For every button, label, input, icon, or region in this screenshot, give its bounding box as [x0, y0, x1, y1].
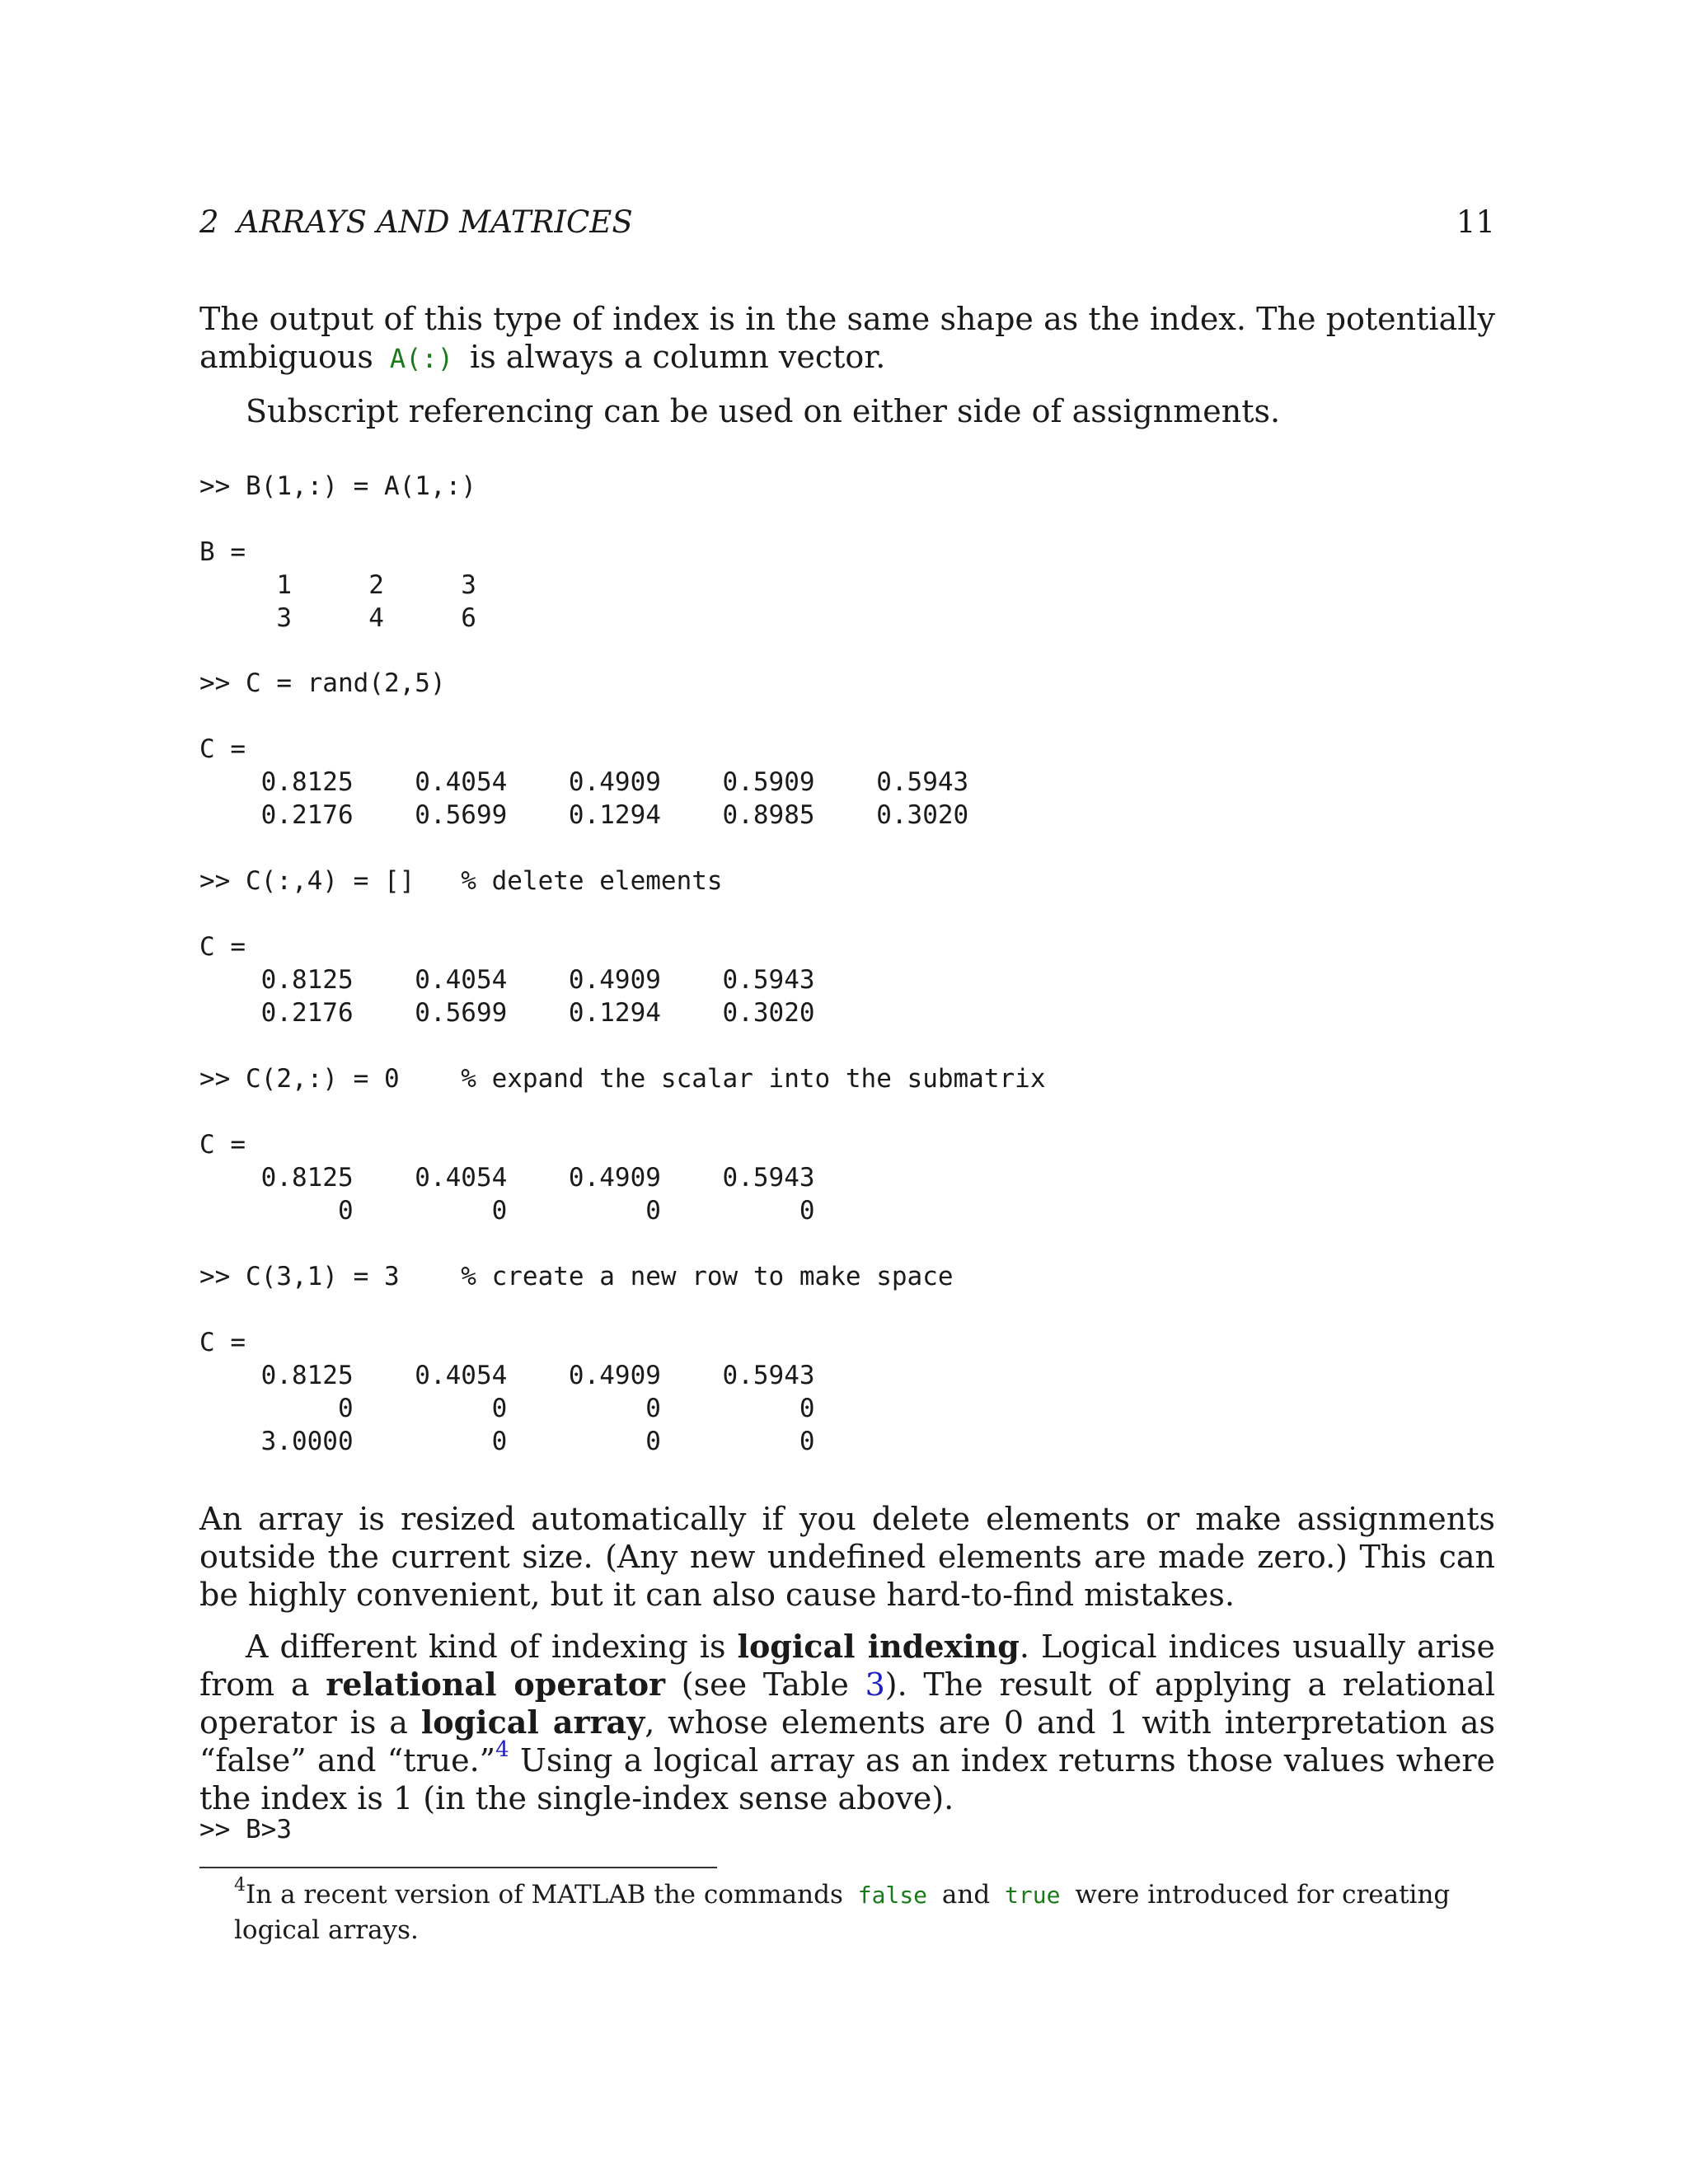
term-relational-operator: relational operator — [326, 1666, 666, 1703]
inline-code-false: false — [857, 1882, 928, 1909]
footnote-divider — [199, 1867, 717, 1868]
paragraph-resize: An array is resized automatically if you delete elements or make assignments outside the current size. (Any new undefined elements are made zero.) This can be highly convenient, but it can also cause hard-to-find mistakes. — [199, 1501, 1495, 1613]
page-number: 11 — [1456, 204, 1495, 240]
footnote-mark: 4 — [234, 1874, 246, 1896]
paragraph-text: A different kind of indexing is — [246, 1629, 738, 1665]
paragraph-text: , whose elements are 0 and 1 with interpretation as “false” and “true.” — [199, 1704, 1495, 1779]
section-title: ARRAYS AND MATRICES — [237, 204, 633, 240]
code-block-logical: >> B>3 — [199, 1815, 292, 1844]
inline-code-colon-index: A(:) — [389, 343, 453, 374]
code-block-new-row: >> C(3,1) = 3 % create a new row to make space C = 0.8125 0.4054 0.4909 0.5943 0 0 0 0 3.0000 0 0 0 — [199, 1262, 954, 1456]
code-block-rand: >> C = rand(2,5) C = 0.8125 0.4054 0.4909 0.5909 0.5943 0.2176 0.5699 0.1294 0.8985 0.3020 — [199, 668, 969, 830]
footnote-reference-link[interactable]: 4 — [495, 1737, 509, 1763]
code-block-expand: >> C(2,:) = 0 % expand the scalar into the submatrix C = 0.8125 0.4054 0.4909 0.5943 0 0 0 0 — [199, 1064, 1046, 1226]
paragraph-text: . Logical indices usually arise from a — [199, 1629, 1495, 1703]
footnote-text: In a recent version of MATLAB the commands — [246, 1880, 851, 1910]
paragraph-text: Using a logical array as an index returns those values where the index is 1 (in the single-index sense above). — [199, 1742, 1495, 1816]
paragraph-text: The output of this type of index is in the same shape as the index. The potentially ambiguous — [199, 301, 1495, 375]
paragraph-text: is always a column vector. — [459, 339, 886, 375]
footnote — [199, 1874, 1495, 1947]
term-logical-array: logical array — [420, 1704, 645, 1741]
code-block-delete: >> C(:,4) = [] % delete elements C = 0.8125 0.4054 0.4909 0.5943 0.2176 0.5699 0.1294 0.3020 — [199, 866, 815, 1028]
term-logical-indexing: logical indexing — [737, 1628, 1020, 1665]
paragraph-index-shape — [199, 300, 1495, 377]
running-header — [199, 199, 1495, 246]
paragraph-logical-indexing — [199, 1628, 1495, 1817]
footnote-text: were introduced for creating logical arrays. — [234, 1880, 1451, 1945]
footnote-text: and — [934, 1880, 999, 1910]
code-block-b-assign: >> B(1,:) = A(1,:) B = 1 2 3 3 4 6 — [199, 471, 476, 633]
paragraph-subscript-assign: Subscript referencing can be used on either side of assignments. — [246, 393, 1281, 429]
paragraph-text: ). The result of applying a relational operator is a — [199, 1666, 1495, 1741]
paragraph-text: (see Table — [665, 1666, 865, 1703]
section-heading — [199, 199, 633, 246]
inline-code-true: true — [1005, 1882, 1061, 1909]
section-number: 2 — [199, 204, 219, 240]
table-reference-link[interactable]: 3 — [865, 1666, 885, 1703]
